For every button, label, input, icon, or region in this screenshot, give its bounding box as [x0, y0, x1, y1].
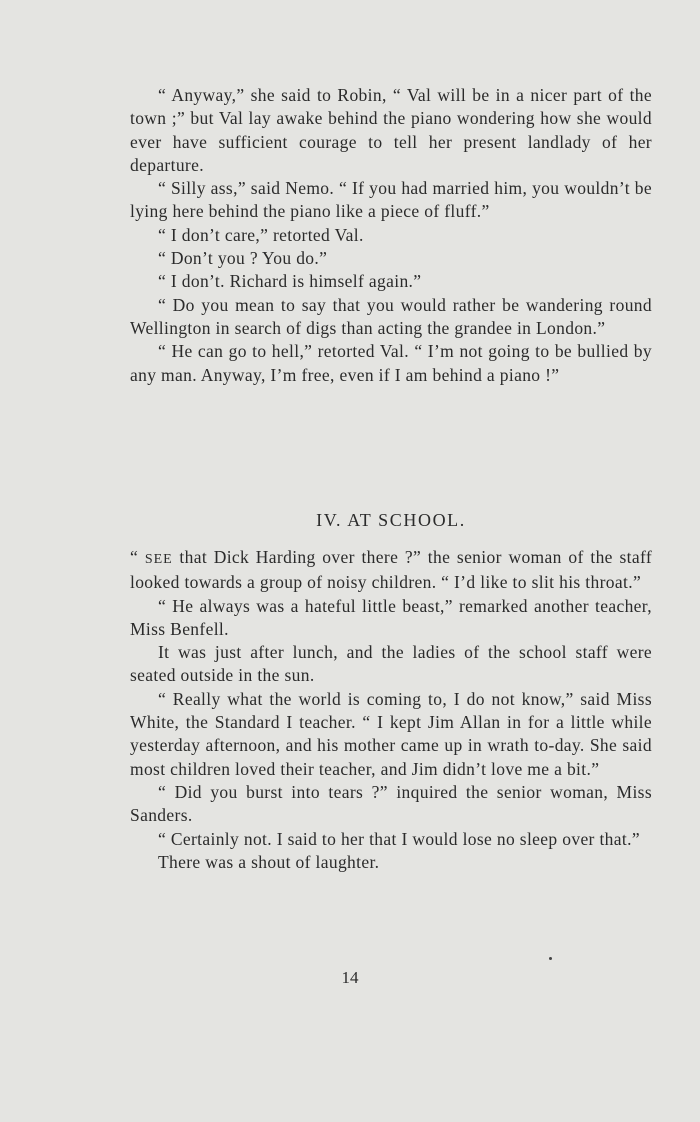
paragraph: “ Certainly not. I said to her that I would lose no sleep over that.” [158, 828, 640, 849]
paragraph: “ He can go to hell,” retorted Val. “ I’m not going to be bullied by any man. Anyway, I’m free, even if I am behind a piano !” [130, 341, 652, 385]
section-heading: IV. AT SCHOOL. [316, 510, 466, 530]
text-block-top [130, 84, 652, 387]
paragraph: “ Do you mean to say that you would rather be wandering round Wellington in search of digs than acting the grandee in London.” [130, 294, 652, 338]
paragraph-first [130, 546, 652, 595]
page-number: 14 [341, 968, 359, 987]
paragraph: “ I don’t. Richard is himself again.” [158, 271, 422, 292]
text-block-bottom [130, 546, 652, 874]
paragraph: “ Really what the world is coming to, I do not know,” said Miss White, the Standard I teacher. “ I kept Jim Allan in for a little while yesterday afternoon, and his mother came up in wrath to-day. She said most children loved their teacher, and Jim didn’t love me a bit.” [130, 688, 652, 779]
paragraph: “ Silly ass,” said Nemo. “ If you had married him, you wouldn’t be lying here behind the piano like a piece of fluff.” [130, 178, 652, 222]
paragraph: “ Don’t you ? You do.” [158, 248, 328, 269]
opening-quote: “ [130, 547, 145, 567]
paragraph: There was a shout of laughter. [158, 851, 380, 872]
paragraph: “ Did you burst into tears ?” inquired the senior woman, Miss Sanders. [130, 781, 652, 826]
ink-speck [549, 957, 552, 960]
paragraph-first-rest: that Dick Harding over there ?” the senior woman of the staff looked towards a group of noisy children. “ I’d like to slit his throat.” [130, 547, 653, 593]
smallcaps-opening: SEE [144, 552, 173, 567]
paragraph: “ He always was a hateful little beast,” remarked another teacher, Miss Benfell. [130, 595, 652, 639]
paragraph: It was just after lunch, and the ladies of the school staff were seated outside in the sun. [130, 642, 652, 686]
paragraph: “ I don’t care,” retorted Val. [158, 224, 364, 245]
paragraph: “ Anyway,” she said to Robin, “ Val will be in a nicer part of the town ;” but Val lay awake behind the piano wondering how she would ever have sufficient courage to tell her present landlady of her departure. [130, 85, 652, 175]
